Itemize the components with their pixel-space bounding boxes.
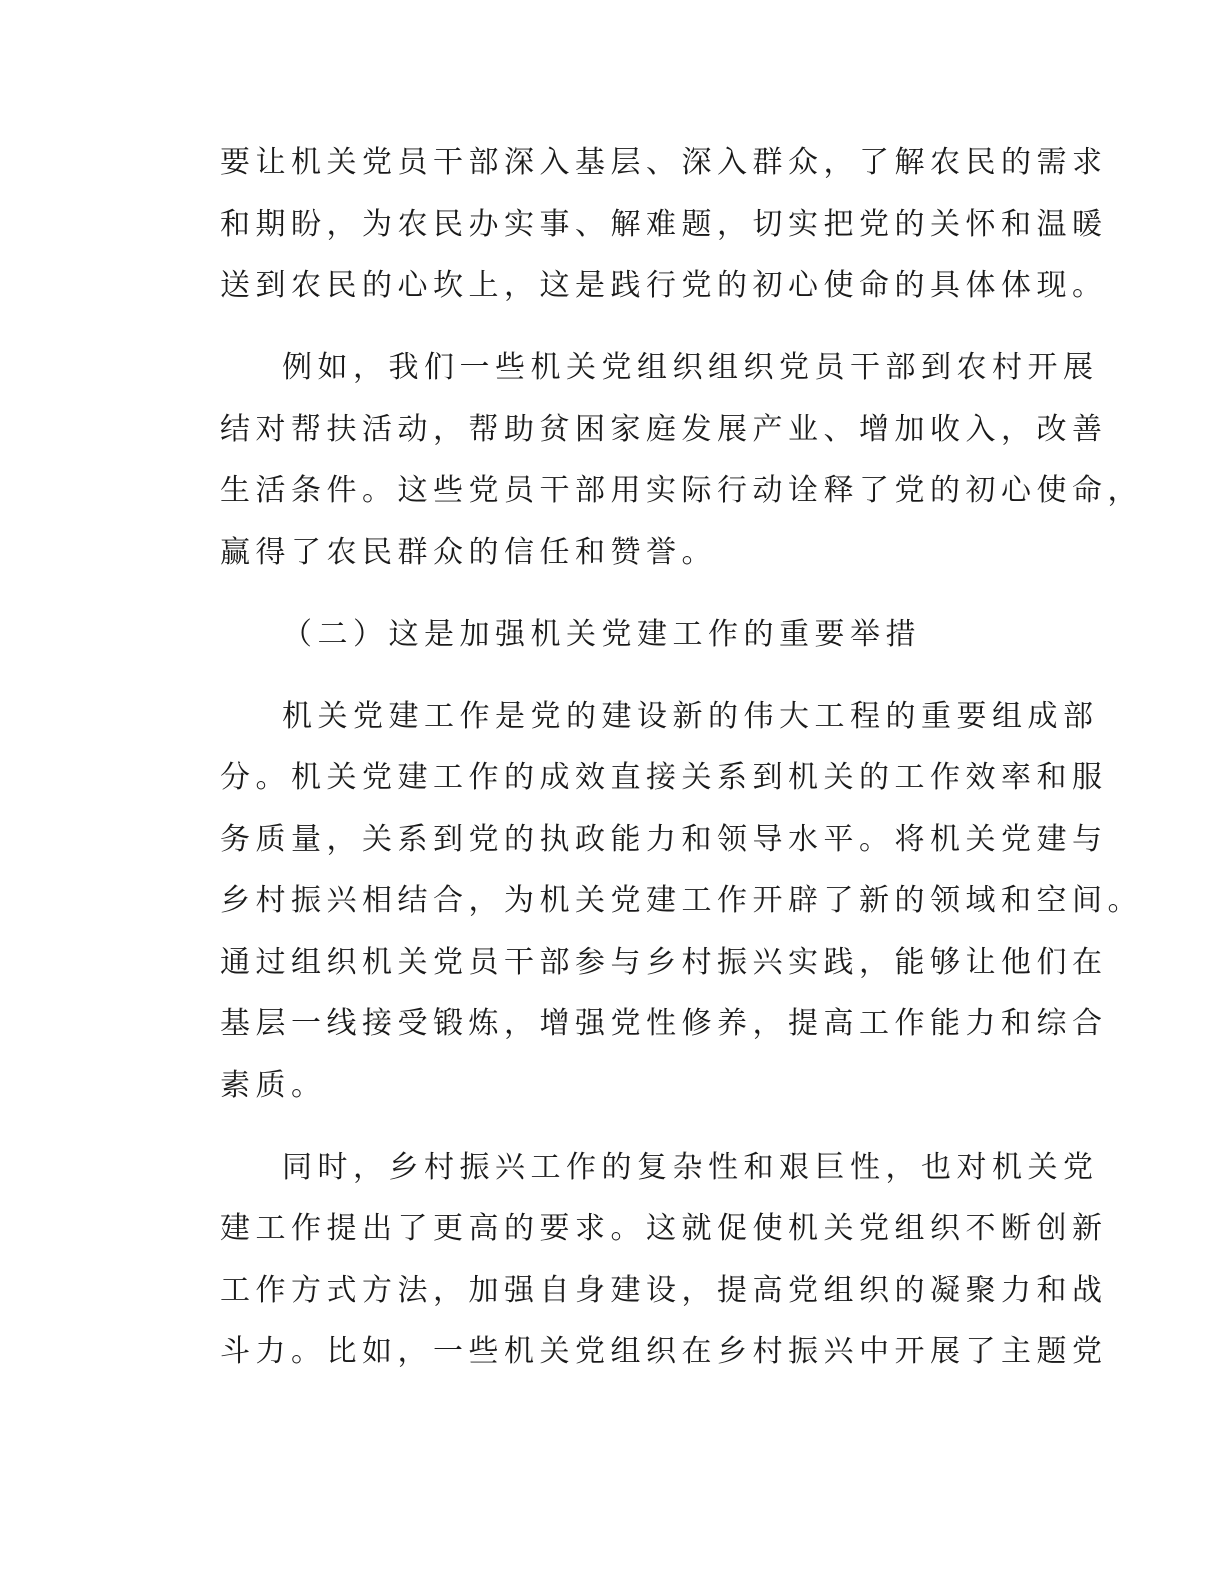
paragraph-3-line-3: 务质量，关系到党的执政能力和领导水平。将机关党建与 (220, 822, 1108, 857)
paragraph-4-line-1: 同时，乡村振兴工作的复杂性和艰巨性，也对机关党 (282, 1150, 1099, 1185)
paragraph-3-line-7: 素质。 (220, 1068, 327, 1103)
section-heading: （二）这是加强机关党建工作的重要举措 (282, 617, 921, 652)
paragraph-3-line-5: 通过组织机关党员干部参与乡村振兴实践，能够让他们在 (220, 945, 1108, 980)
paragraph-1-line-3: 送到农民的心坎上，这是践行党的初心使命的具体体现。 (220, 268, 1108, 303)
paragraph-3-line-1: 机关党建工作是党的建设新的伟大工程的重要组成部 (282, 699, 1099, 734)
paragraph-3-line-2: 分。机关党建工作的成效直接关系到机关的工作效率和服 (220, 760, 1108, 795)
paragraph-4-line-2: 建工作提出了更高的要求。这就促使机关党组织不断创新 (220, 1211, 1108, 1246)
paragraph-1-line-2: 和期盼，为农民办实事、解难题，切实把党的关怀和温暖 (220, 207, 1108, 242)
paragraph-2-line-4: 赢得了农民群众的信任和赞誉。 (220, 535, 717, 570)
paragraph-3-line-6: 基层一线接受锻炼，增强党性修养，提高工作能力和综合 (220, 1006, 1108, 1041)
paragraph-1-line-1: 要让机关党员干部深入基层、深入群众，了解农民的需求 (220, 145, 1108, 180)
paragraph-2-line-1: 例如，我们一些机关党组织组织党员干部到农村开展 (282, 350, 1099, 385)
paragraph-4-line-3: 工作方式方法，加强自身建设，提高党组织的凝聚力和战 (220, 1273, 1108, 1308)
paragraph-2-line-2: 结对帮扶活动，帮助贫困家庭发展产业、增加收入，改善 (220, 412, 1108, 447)
paragraph-4-line-4: 斗力。比如，一些机关党组织在乡村振兴中开展了主题党 (220, 1334, 1108, 1369)
paragraph-3-line-4: 乡村振兴相结合，为机关党建工作开辟了新的领域和空间。 (220, 883, 1143, 918)
paragraph-2-line-3: 生活条件。这些党员干部用实际行动诠释了党的初心使命， (220, 473, 1143, 508)
